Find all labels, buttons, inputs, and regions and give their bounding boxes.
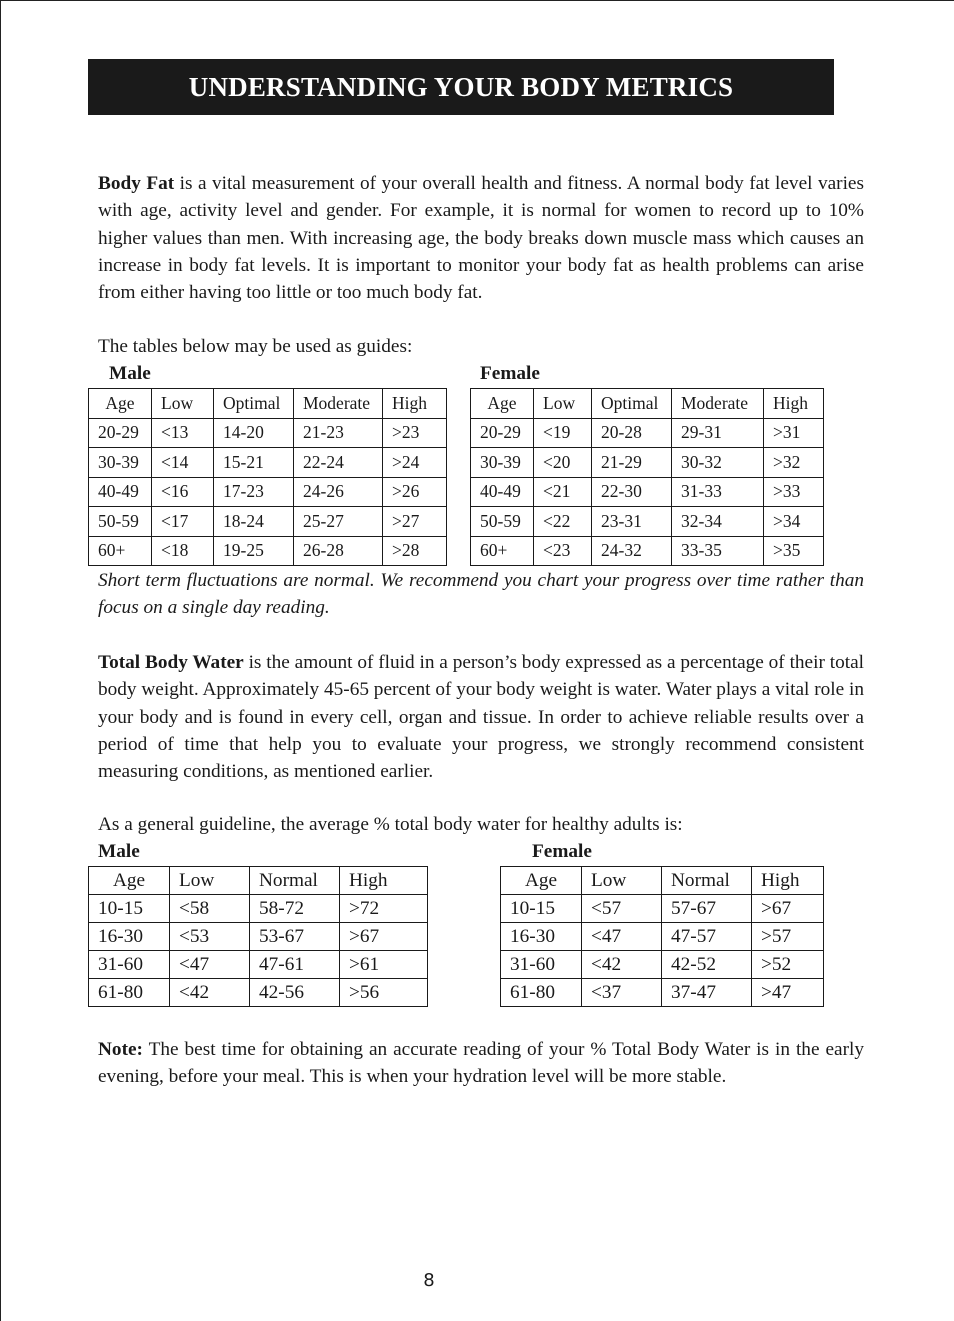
table-row — [89, 536, 447, 566]
table-header-cell: Optimal — [592, 389, 672, 419]
table-cell: 30-39 — [89, 448, 152, 478]
table-cell: <53 — [170, 923, 250, 951]
body-fat-term: Body Fat — [98, 173, 175, 194]
body-fat-paragraph — [98, 170, 864, 306]
table-cell: >34 — [764, 507, 824, 537]
table-cell: 24-32 — [592, 536, 672, 566]
table-row — [471, 536, 824, 566]
table-cell: 53-67 — [250, 923, 340, 951]
table-cell: <58 — [170, 895, 250, 923]
table-cell: 57-67 — [662, 895, 752, 923]
table-cell: 30-32 — [672, 448, 764, 478]
table-cell: 29-31 — [672, 418, 764, 448]
table-row — [89, 477, 447, 507]
table-cell: >31 — [764, 418, 824, 448]
table-header-cell: Low — [534, 389, 592, 419]
table-cell: 21-29 — [592, 448, 672, 478]
table-row — [501, 923, 824, 951]
table-row — [89, 979, 428, 1007]
table-cell: 60+ — [89, 536, 152, 566]
table-cell: 50-59 — [471, 507, 534, 537]
table-header-row — [89, 867, 428, 895]
table-row — [89, 448, 447, 478]
table-cell: <47 — [170, 951, 250, 979]
body-fat-male-label: Male — [109, 363, 151, 384]
note-text: The best time for obtaining an accurate reading of your % Total Body Water is in the early evening, before your meal. This is when your hydration level will be more stable. — [98, 1039, 864, 1088]
body-fat-guide-intro: The tables below may be used as guides: — [98, 336, 413, 357]
table-cell: <16 — [152, 477, 214, 507]
table-cell: >26 — [383, 477, 447, 507]
body-fat-female-table — [470, 388, 824, 566]
fluctuation-note: Short term fluctuations are normal. We recommend you chart your progress over time rather than focus on a single day reading. — [98, 570, 864, 619]
table-cell: >56 — [340, 979, 428, 1007]
table-cell: 20-29 — [471, 418, 534, 448]
table-header-row — [89, 389, 447, 419]
body-water-female-table — [500, 866, 824, 1007]
table-cell: >52 — [752, 951, 824, 979]
table-cell: >32 — [764, 448, 824, 478]
table-cell: 33-35 — [672, 536, 764, 566]
table-cell: <23 — [534, 536, 592, 566]
body-water-text: is the amount of fluid in a person’s body expressed as a percentage of their total body weight. Approximately 45-65 percent of your body weight is water. Water plays a vital role in your body and is found in every cell, organ and tissue. In order to achieve reliable results over a period of time that help you to evaluate your progress, we strongly recommend consistent measuring conditions, as mentioned earlier. — [98, 652, 865, 783]
table-header-cell: High — [764, 389, 824, 419]
table-row — [471, 507, 824, 537]
table-header-cell: Low — [152, 389, 214, 419]
table-cell: >35 — [764, 536, 824, 566]
body-water-female-label: Female — [532, 841, 592, 862]
table-header-cell: High — [383, 389, 447, 419]
table-cell: 37-47 — [662, 979, 752, 1007]
body-water-male-label: Male — [98, 841, 140, 862]
table-header-cell: Normal — [250, 867, 340, 895]
body-water-term: Total Body Water — [98, 652, 244, 673]
table-header-cell: Moderate — [672, 389, 764, 419]
body-water-paragraph — [98, 649, 864, 785]
table-cell: >28 — [383, 536, 447, 566]
body-water-guide-intro: As a general guideline, the average % total body water for healthy adults is: — [98, 814, 683, 835]
table-header-cell: High — [752, 867, 824, 895]
table-header-cell: Normal — [662, 867, 752, 895]
table-cell: 10-15 — [89, 895, 170, 923]
table-cell: >61 — [340, 951, 428, 979]
table-header-cell: Age — [501, 867, 582, 895]
body-water-male-table — [88, 866, 428, 1007]
table-cell: 25-27 — [294, 507, 383, 537]
table-cell: <42 — [170, 979, 250, 1007]
table-cell: <17 — [152, 507, 214, 537]
table-cell: >33 — [764, 477, 824, 507]
table-cell: 61-80 — [501, 979, 582, 1007]
body-fat-text: is a vital measurement of your overall health and fitness. A normal body fat level varies with age, activity level and gender. For example, it is normal for women to record up to 10% higher values than men. With increasing age, the body breaks down muscle mass which causes an increase in body fat levels. It is important to monitor your body fat as health problems can arise from either having too little or too much body fat. — [98, 173, 864, 304]
table-cell: >23 — [383, 418, 447, 448]
table-cell: <57 — [582, 895, 662, 923]
table-cell: <22 — [534, 507, 592, 537]
table-cell: 32-34 — [672, 507, 764, 537]
page-number: 8 — [423, 1270, 435, 1291]
table-cell: <20 — [534, 448, 592, 478]
table-cell: >72 — [340, 895, 428, 923]
table-cell: <21 — [534, 477, 592, 507]
table-cell: 26-28 — [294, 536, 383, 566]
note-label: Note: — [98, 1039, 143, 1060]
table-cell: 40-49 — [89, 477, 152, 507]
table-header-cell: Low — [170, 867, 250, 895]
note-paragraph — [98, 1036, 864, 1091]
table-row — [471, 448, 824, 478]
table-cell: <47 — [582, 923, 662, 951]
table-cell: >24 — [383, 448, 447, 478]
table-cell: 42-56 — [250, 979, 340, 1007]
table-cell: 16-30 — [89, 923, 170, 951]
table-cell: 31-60 — [501, 951, 582, 979]
table-header-row — [471, 389, 824, 419]
table-cell: >47 — [752, 979, 824, 1007]
page-border-top — [0, 0, 954, 1]
table-cell: 58-72 — [250, 895, 340, 923]
table-cell: 31-33 — [672, 477, 764, 507]
table-header-row — [501, 867, 824, 895]
table-row — [501, 979, 824, 1007]
table-header-cell: High — [340, 867, 428, 895]
table-cell: <19 — [534, 418, 592, 448]
table-cell: 18-24 — [214, 507, 294, 537]
table-cell: 47-61 — [250, 951, 340, 979]
page-title: UNDERSTANDING YOUR BODY METRICS — [88, 59, 834, 115]
table-row — [89, 418, 447, 448]
table-cell: <42 — [582, 951, 662, 979]
table-header-cell: Moderate — [294, 389, 383, 419]
table-cell: <37 — [582, 979, 662, 1007]
table-cell: <13 — [152, 418, 214, 448]
table-cell: 16-30 — [501, 923, 582, 951]
page-border-left — [0, 0, 1, 1321]
table-row — [89, 507, 447, 537]
table-header-cell: Age — [89, 389, 152, 419]
table-cell: 10-15 — [501, 895, 582, 923]
table-cell: 22-24 — [294, 448, 383, 478]
table-cell: 50-59 — [89, 507, 152, 537]
table-cell: 60+ — [471, 536, 534, 566]
table-cell: >57 — [752, 923, 824, 951]
table-cell: 21-23 — [294, 418, 383, 448]
table-row — [89, 923, 428, 951]
body-fat-female-label: Female — [480, 363, 540, 384]
table-cell: >27 — [383, 507, 447, 537]
table-row — [471, 418, 824, 448]
table-cell: >67 — [752, 895, 824, 923]
table-row — [89, 951, 428, 979]
body-fat-male-table — [88, 388, 447, 566]
table-cell: 22-30 — [592, 477, 672, 507]
table-cell: 20-29 — [89, 418, 152, 448]
table-cell: 15-21 — [214, 448, 294, 478]
table-cell: <14 — [152, 448, 214, 478]
table-cell: 19-25 — [214, 536, 294, 566]
table-row — [471, 477, 824, 507]
table-cell: 24-26 — [294, 477, 383, 507]
table-header-cell: Age — [89, 867, 170, 895]
table-cell: 23-31 — [592, 507, 672, 537]
table-cell: 61-80 — [89, 979, 170, 1007]
table-row — [501, 895, 824, 923]
table-header-cell: Optimal — [214, 389, 294, 419]
table-header-cell: Age — [471, 389, 534, 419]
table-cell: 31-60 — [89, 951, 170, 979]
table-cell: 20-28 — [592, 418, 672, 448]
table-cell: 14-20 — [214, 418, 294, 448]
table-row — [89, 895, 428, 923]
table-row — [501, 951, 824, 979]
table-cell: <18 — [152, 536, 214, 566]
table-header-cell: Low — [582, 867, 662, 895]
table-cell: 30-39 — [471, 448, 534, 478]
table-cell: 17-23 — [214, 477, 294, 507]
table-cell: 40-49 — [471, 477, 534, 507]
table-cell: 47-57 — [662, 923, 752, 951]
table-cell: >67 — [340, 923, 428, 951]
table-cell: 42-52 — [662, 951, 752, 979]
